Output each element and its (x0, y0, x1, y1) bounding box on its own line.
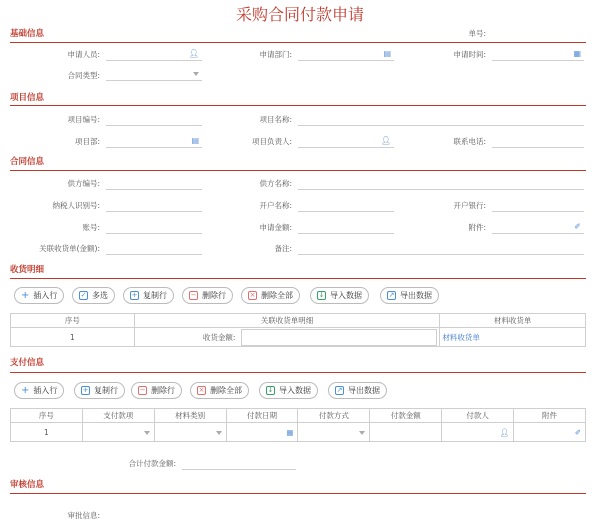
plus-icon: + (21, 290, 30, 301)
payment-item-select[interactable] (82, 423, 154, 442)
import-icon: ↓ (318, 291, 325, 299)
apply-amount-label: 申请金额: (259, 223, 292, 232)
project-name-label: 项目名称: (259, 115, 292, 124)
applicant-label: 申请人员: (67, 50, 100, 59)
column-header: 序号 (11, 409, 83, 423)
user-icon[interactable]: 👤︎ (188, 49, 199, 58)
insert-row-button[interactable]: + 插入行 (14, 287, 64, 304)
project-dept-label: 项目部: (74, 137, 100, 146)
copy-row-button[interactable]: + 复制行 (74, 382, 125, 399)
column-header: 关联收货单明细 (134, 314, 440, 328)
trash-icon: − (139, 386, 146, 394)
project-manager-label: 项目负责人: (251, 137, 292, 146)
column-header: 支付款项 (82, 409, 154, 423)
payment-attachment-cell[interactable] (514, 423, 586, 442)
section-project-title: 项目信息 (10, 93, 45, 103)
import-icon: ↓ (267, 386, 274, 394)
chevron-down-icon (193, 72, 199, 76)
department-label: 申请部门: (259, 50, 292, 59)
project-code-field[interactable] (106, 113, 202, 126)
section-payment-title: 支付信息 (10, 358, 45, 368)
payment-amount-cell[interactable] (370, 423, 442, 442)
section-divider (10, 105, 586, 106)
phone-label: 联系电话: (453, 137, 486, 146)
delete-all-button[interactable]: × 删除全部 (241, 287, 300, 304)
approval-label: 审批信息: (67, 511, 100, 520)
project-manager-field[interactable] (298, 135, 394, 148)
export-icon: ↗ (388, 291, 395, 299)
attachment-field[interactable] (492, 221, 584, 234)
receipt-amount-label: 收货金额: (202, 332, 236, 342)
column-header: 付款日期 (226, 409, 298, 423)
bank-field[interactable] (492, 199, 584, 212)
applicant-field[interactable] (106, 48, 202, 61)
remark-label: 备注: (274, 244, 292, 253)
section-divider (10, 493, 586, 494)
department-field[interactable] (298, 48, 394, 61)
project-dept-field[interactable] (106, 135, 202, 148)
receipt-detail-cell (134, 328, 440, 347)
receipt-table (10, 313, 586, 347)
apply-time-field[interactable] (492, 48, 584, 61)
section-divider (10, 170, 586, 171)
trash-icon: − (190, 291, 197, 299)
column-header: 付款金额 (370, 409, 442, 423)
calendar-icon[interactable]: ▦ (286, 427, 294, 437)
tax-id-field[interactable] (106, 199, 202, 212)
delete-row-button[interactable]: − 删除行 (182, 287, 233, 304)
order-no-label: 单号: (468, 29, 486, 38)
import-button[interactable]: ↓ 导入数据 (310, 287, 369, 304)
column-header: 付款方式 (298, 409, 370, 423)
trash-all-icon: × (249, 291, 256, 299)
column-header: 材料类别 (154, 409, 226, 423)
total-payment-field[interactable] (182, 457, 296, 470)
export-button[interactable]: ↗ 导出数据 (328, 382, 387, 399)
supplier-code-label: 供方编号: (67, 179, 100, 188)
project-name-field[interactable] (298, 113, 584, 126)
payment-date-cell[interactable] (226, 423, 298, 442)
paperclip-icon[interactable]: ✐ (574, 222, 581, 231)
user-icon[interactable]: 👤︎ (380, 136, 391, 145)
contract-type-label: 合同类型: (67, 71, 100, 80)
project-code-label: 项目编号: (67, 115, 100, 124)
section-basic-title: 基础信息 (10, 29, 45, 39)
delete-all-button[interactable]: × 删除全部 (190, 382, 249, 399)
section-divider (10, 372, 586, 373)
plus-icon: + (21, 385, 30, 396)
tax-id-label: 纳税人识别号: (52, 201, 100, 210)
user-icon[interactable]: 👤︎ (499, 427, 510, 437)
multi-select-icon: ✓ (80, 291, 87, 299)
linked-receipt-label: 关联收货单(金额): (39, 244, 100, 253)
account-name-label: 开户名称: (259, 201, 292, 210)
receipt-amount-input[interactable] (241, 329, 437, 346)
copy-icon: + (82, 386, 89, 394)
import-button[interactable]: ↓ 导入数据 (259, 382, 318, 399)
section-divider (10, 42, 586, 43)
insert-row-button[interactable]: + 插入行 (14, 382, 64, 399)
section-receipt-title: 收货明细 (10, 265, 45, 275)
column-header: 材料收货单 (440, 314, 586, 328)
id-card-icon[interactable]: ▤ (383, 49, 391, 58)
id-card-icon[interactable]: ▤ (191, 136, 199, 145)
payment-table (10, 408, 586, 442)
delete-row-button[interactable]: − 删除行 (131, 382, 182, 399)
payment-method-select[interactable] (298, 423, 370, 442)
paperclip-icon[interactable]: ✐ (574, 427, 581, 437)
remark-field[interactable] (298, 242, 584, 255)
multi-select-button[interactable]: ✓ 多选 (72, 287, 115, 304)
trash-all-icon: × (198, 386, 205, 394)
table-row (11, 423, 586, 442)
total-payment-label: 合计付款金额: (128, 459, 176, 468)
account-name-field[interactable] (298, 199, 394, 212)
column-header: 付款人 (442, 409, 514, 423)
account-no-label: 账号: (82, 223, 100, 232)
export-icon: ↗ (336, 386, 343, 394)
supplier-code-field[interactable] (106, 177, 202, 190)
section-audit-title: 审核信息 (10, 480, 45, 490)
section-contract-title: 合同信息 (10, 157, 45, 167)
phone-field[interactable] (492, 135, 584, 148)
table-row (11, 328, 586, 347)
payer-cell[interactable] (442, 423, 514, 442)
contract-type-select[interactable] (106, 68, 202, 81)
supplier-name-label: 供方名称: (259, 179, 292, 188)
table-header-row (11, 314, 586, 328)
row-index: 1 (11, 423, 83, 442)
apply-amount-field[interactable] (298, 221, 394, 234)
linked-receipt-field[interactable] (106, 242, 202, 255)
table-header-row (11, 409, 586, 423)
material-receipt-link[interactable]: 材料收货单 (440, 328, 586, 347)
column-header: 附件 (514, 409, 586, 423)
copy-row-button[interactable]: + 复制行 (123, 287, 174, 304)
account-no-field[interactable] (106, 221, 202, 234)
attachment-label: 附件: (468, 223, 486, 232)
order-no-field[interactable] (492, 25, 584, 38)
section-divider (10, 278, 586, 279)
column-header: 序号 (11, 314, 135, 328)
material-category-select[interactable] (154, 423, 226, 442)
row-index: 1 (11, 328, 135, 347)
supplier-name-field[interactable] (298, 177, 584, 190)
calendar-icon[interactable]: ▦ (573, 49, 581, 58)
copy-icon: + (131, 291, 138, 299)
export-button[interactable]: ↗ 导出数据 (380, 287, 439, 304)
bank-label: 开户银行: (453, 201, 486, 210)
apply-time-label: 申请时间: (453, 50, 486, 59)
page-title: 采购合同付款申请 (235, 5, 364, 24)
